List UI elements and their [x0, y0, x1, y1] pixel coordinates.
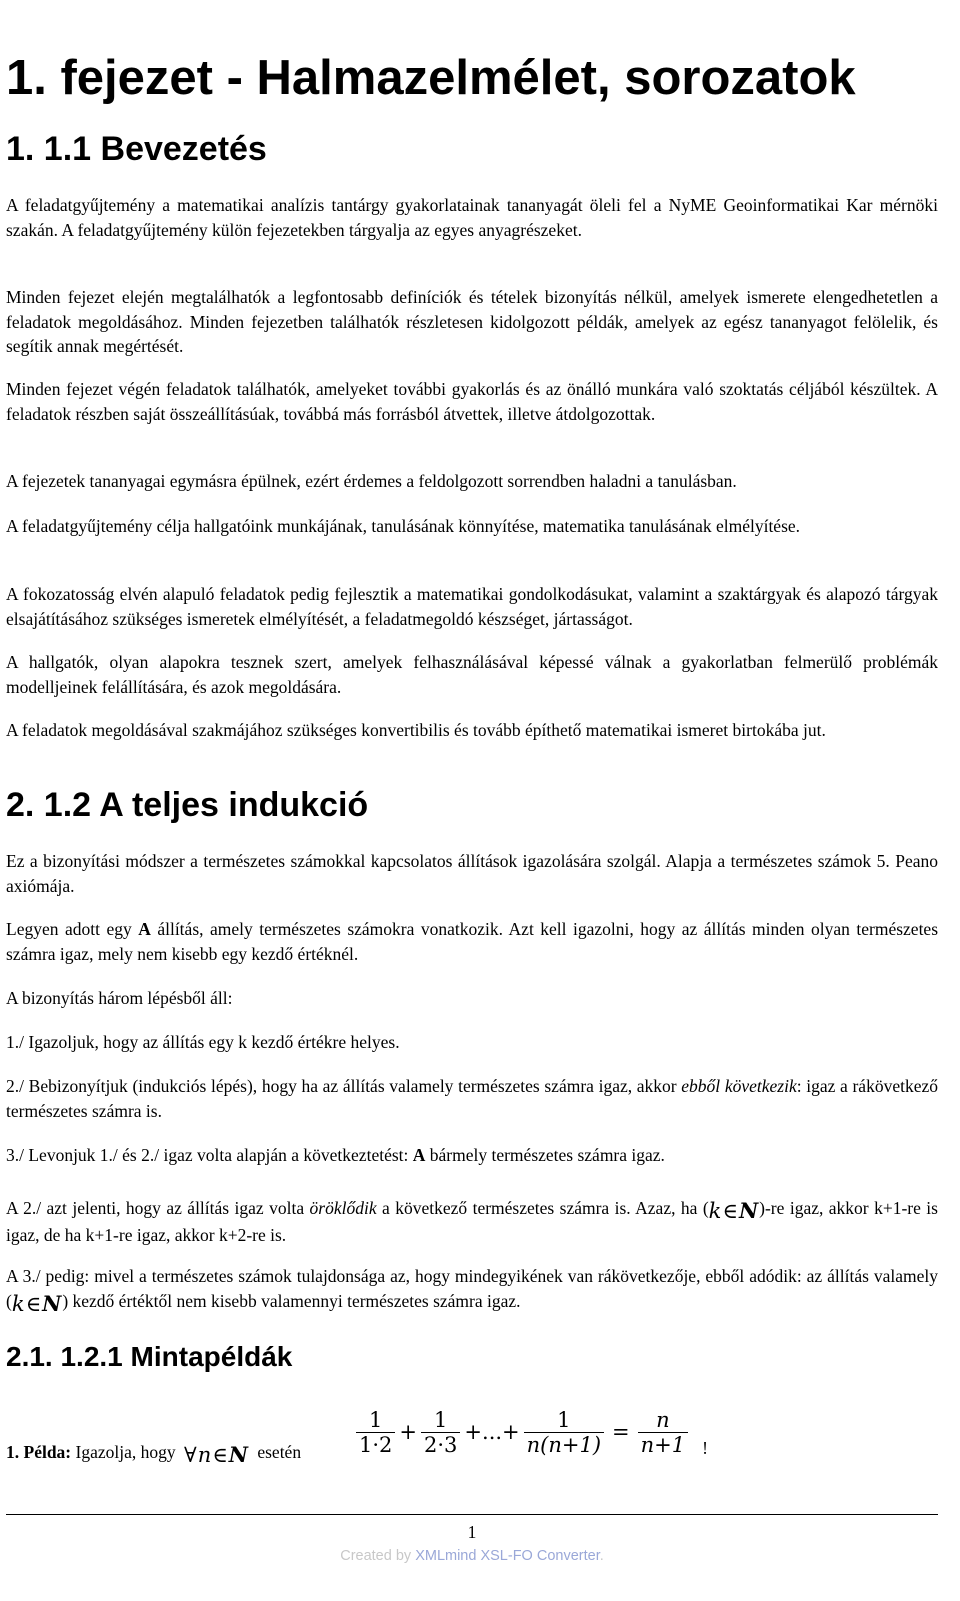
math-element-of: ∈ — [212, 1443, 229, 1467]
math-forall: ∀ — [184, 1443, 198, 1467]
math-k-in-n — [12, 1292, 62, 1316]
italic-span: öröklődik — [309, 1198, 377, 1218]
example-1-text — [6, 1440, 356, 1467]
intro-paragraph-5: A feladatgyűjtemény célja hallgatóink munkájának, tanulásának könnyítése, matematika tanulásának elmélyítése. — [6, 516, 801, 536]
math-var-k: k — [708, 1199, 723, 1223]
induction-step-2 — [6, 1074, 938, 1123]
intro-paragraph-3: Minden fejezet végén feladatok találhatók, amelyeket további gyakorlás és az önálló munkára való szoktatás céljából készültek. A feladatok részben saját összeállításúak, továbbá más forrásból átvettek, illetve átdolgozottak. — [6, 379, 938, 424]
section-title-mintapeldak: 2.1. 1.2.1 Mintapéldák — [6, 1341, 293, 1372]
text-span: a következő természetes számra is. Azaz, ha ( — [376, 1198, 709, 1218]
example-1-formula — [354, 1397, 708, 1467]
induction-step-3 — [6, 1143, 938, 1168]
intro-paragraph-4: A fejezetek tananyagai egymásra épülnek, ezért érdemes a feldolgozott sorrendben haladni a tanulásban. — [6, 471, 737, 491]
fraction-denominator: 1·2 — [356, 1432, 395, 1457]
fraction-2 — [421, 1408, 460, 1457]
fraction-numerator: n — [656, 1407, 670, 1432]
intro-paragraph-8: A feladatok megoldásával szakmájához szükséges konvertibilis és tovább építhető matematikai ismeret birtokába jut. — [6, 720, 826, 740]
math-var-k: k — [11, 1291, 26, 1316]
text-span: 3./ Levonjuk 1./ és 2./ igaz volta alapján a következtetést: — [6, 1145, 413, 1165]
induction-step-1: 1./ Igazoljuk, hogy az állítás egy k kezdő értékre helyes. — [6, 1032, 400, 1052]
fraction-1 — [356, 1408, 395, 1457]
statement-a-bold: A — [138, 919, 151, 939]
math-element-of: ∈ — [25, 1291, 43, 1316]
fraction-rhs — [638, 1408, 688, 1457]
math-set-n: N — [42, 1290, 63, 1316]
page-number: 1 — [467, 1522, 477, 1542]
text-span: )-re igaz, akkor k+1-re is igaz, de ha k+1-re igaz, akkor k+2-re is. — [6, 1198, 938, 1245]
text-span: A 3./ pedig: mivel a természetes számok tulajdonsága az, hogy mindegyikének van rákövetkezője, ebből adódik: az állítás valamely ( — [6, 1266, 938, 1311]
example-label: 1. Példa: — [6, 1442, 72, 1462]
text-span: Legyen adott egy — [6, 919, 139, 939]
math-forall-n-in-n — [184, 1443, 249, 1467]
section-title-bevezetes: 1. 1.1 Bevezetés — [6, 130, 267, 168]
intro-paragraph-1: A feladatgyűjtemény a matematikai analízis tantárgy gyakorlatainak tananyagát öleli fel a NyME Geoinformatikai Kar mérnöki szakán. A feladatgyűjtemény külön fejezetekben tárgyalja az egyes anyagrészeket. — [6, 195, 938, 240]
math-set-n: N — [228, 1442, 249, 1467]
chapter-title: 1. fejezet - Halmazelmélet, sorozatok — [6, 51, 856, 105]
footer-created-by: Created by — [340, 1548, 416, 1564]
fraction-3 — [524, 1408, 604, 1457]
ellipsis-sum: +...+ — [464, 1420, 520, 1444]
math-element-of: ∈ — [722, 1199, 739, 1223]
induction-paragraph-4 — [6, 1196, 938, 1248]
fraction-numerator: 1 — [369, 1407, 383, 1432]
text-span: ) kezdő értéktől nem kisebb valamennyi természetes számra igaz. — [62, 1290, 521, 1311]
footer-converter-link[interactable]: XMLmind XSL-FO Converter — [415, 1548, 600, 1564]
plus-sign: + — [399, 1420, 418, 1444]
exclamation-mark: ! — [702, 1438, 708, 1458]
text-span: esetén — [252, 1442, 302, 1462]
intro-paragraph-2: Minden fejezet elején megtalálhatók a legfontosabb definíciók és tételek bizonyítás nélkül, amelyek ismerete elengedhetetlen a feladatok megoldásához. Minden fejezetben találhatók részletesen kidolgozott példák, amelyek az egész tananyagot felölelik, és segítik annak megértését. — [6, 287, 938, 356]
math-set-n: N — [738, 1198, 760, 1223]
induction-paragraph-1: Ez a bizonyítási módszer a természetes számokkal kapcsolatos állítások igazolására szolgál. Alapja a természetes számok 5. Peano axiómája. — [6, 851, 938, 896]
italic-span: ebből következik — [681, 1076, 797, 1096]
intro-paragraph-7: A hallgatók, olyan alapokra tesznek szert, amelyek felhasználásával képessé válnak a gyakorlatban felmerülő problémák modelljeinek felállítására, és azok megoldására. — [6, 652, 938, 697]
fraction-denominator: 2·3 — [421, 1432, 460, 1457]
induction-paragraph-3: A bizonyítás három lépésből áll: — [6, 988, 233, 1008]
equals-sign: = — [612, 1420, 630, 1444]
fraction-numerator: 1 — [434, 1407, 448, 1432]
text-span: : igaz a rákövetkező természetes számra is. — [6, 1076, 938, 1121]
induction-paragraph-2 — [6, 917, 938, 966]
fraction-denominator: n+1 — [638, 1432, 688, 1457]
text-span: Igazolja, hogy — [71, 1442, 180, 1462]
text-span: állítás, amely természetes számokra vonatkozik. Azt kell igazolni, hogy az állítás minden olyan természetes számra igaz, mely nem kisebb egy kezdő értéknél. — [6, 919, 939, 964]
math-k-in-n — [709, 1199, 759, 1223]
text-span: A 2./ azt jelenti, hogy az állítás igaz volta — [6, 1198, 310, 1218]
section-title-teljes-indukcio: 2. 1.2 A teljes indukció — [6, 786, 369, 824]
footer-credit — [0, 1546, 944, 1566]
footer-divider — [6, 1514, 938, 1515]
text-span: 2./ Bebizonyítjuk (indukciós lépés), hogy ha az állítás valamely természetes számra igaz, akkor — [6, 1076, 682, 1096]
intro-paragraph-6: A fokozatosság elvén alapuló feladatok pedig fejlesztik a matematikai gondolkodásukat, valamint a szaktárgyak és alapozó tárgyak elsajátításához szükséges ismeretek elmélyítését, a feladatmegoldó készséget, jártasságot. — [6, 584, 938, 629]
fraction-numerator: 1 — [557, 1407, 571, 1432]
text-span: bármely természetes számra igaz. — [425, 1145, 665, 1165]
footer-dot: . — [599, 1548, 604, 1564]
induction-paragraph-5 — [6, 1264, 938, 1316]
fraction-denominator: n(n+1) — [524, 1432, 604, 1457]
math-var-n: n — [197, 1443, 213, 1467]
statement-a-bold: A — [412, 1145, 426, 1165]
